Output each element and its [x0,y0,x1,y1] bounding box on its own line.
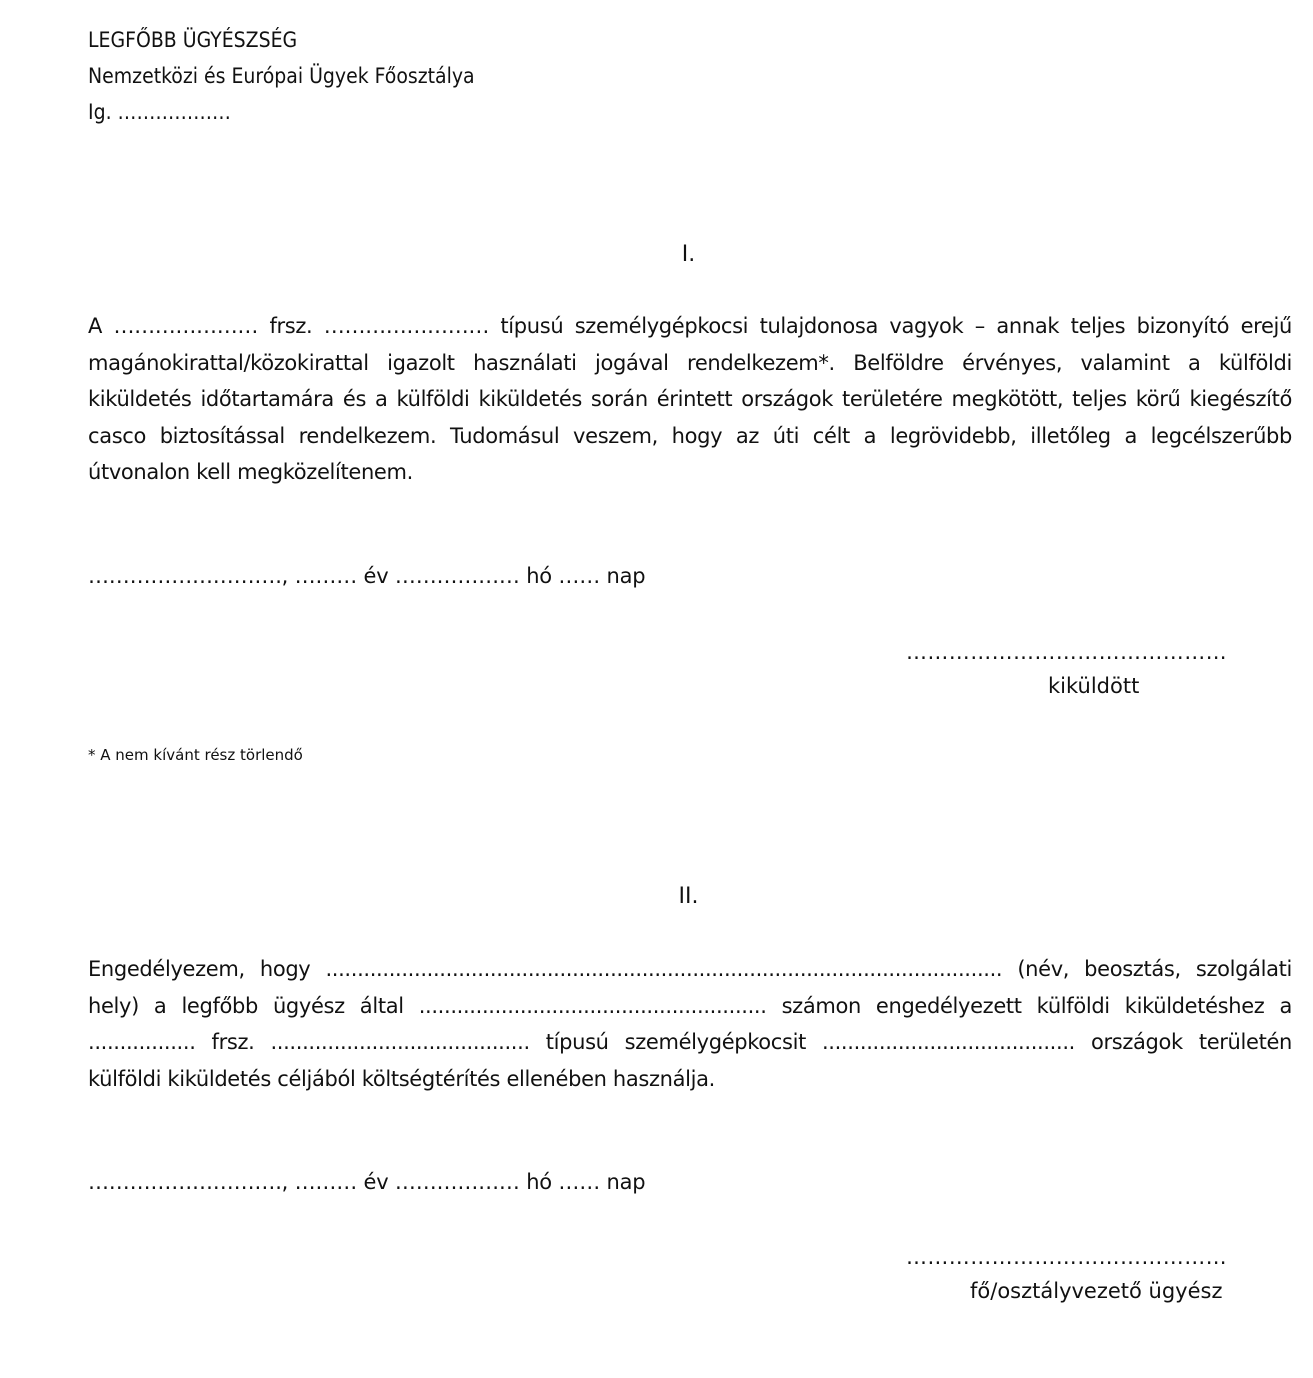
section-1-paragraph [88,308,1292,491]
document-header [88,22,475,130]
department-name: Nemzetközi és Európai Ügyek Főosztálya [88,64,475,88]
section-1-numeral: I. [681,242,696,267]
section-1-text: A ………………… frsz. …………………… típusú személygépkocsi tulajdonosa vagyok – annak teljes bizonyító erejű magánokirattal/közokirattal igazolt használati jogával rendelkezem*. Belföldre érvényes, valamint a külföldi kiküldetés időtartamára és a külföldi kiküldetés során érintett országok területére megkötött, teljes körű kiegészítő casco biztosítással rendelkezem. Tudomásul veszem, hogy az úti célt a legrövidebb, illetőleg a legcélszerűbb útvonalon kell megközelítenem. [88,314,1292,484]
section-2-signature-label: fő/osztályvezető ügyész [970,1279,1223,1303]
section-1-signature-line: ……………………………………… [906,640,1227,664]
section-1-date-line: ………………………., ……… év ……………… hó …… nap [88,564,646,588]
section-2-text: Engedélyezem, hogy ........................................................................................................... (név, beosztás, szolgálati hely) a legfőbb ügyész által ....................................................... számon engedélyezett külföldi kiküldetéshez a ................. frsz. ......................................... típusú személygépkocsit ........................................ országok területén külföldi kiküldetés céljából költségtérítés ellenében használja. [88,957,1292,1091]
section-2-date-line: ………………………., ……… év ……………… hó …… nap [88,1170,646,1194]
section-1-signature-label: kiküldött [1048,674,1140,698]
organization-name: LEGFŐBB ÜGYÉSZSÉG [88,28,298,52]
footnote: * A nem kívánt rész törlendő [88,746,303,764]
section-2-numeral: II. [678,884,699,909]
section-2-paragraph [88,951,1292,1097]
reference-number: Ig. ……………… [88,100,231,124]
section-2-signature-line: ……………………………………… [906,1245,1227,1269]
